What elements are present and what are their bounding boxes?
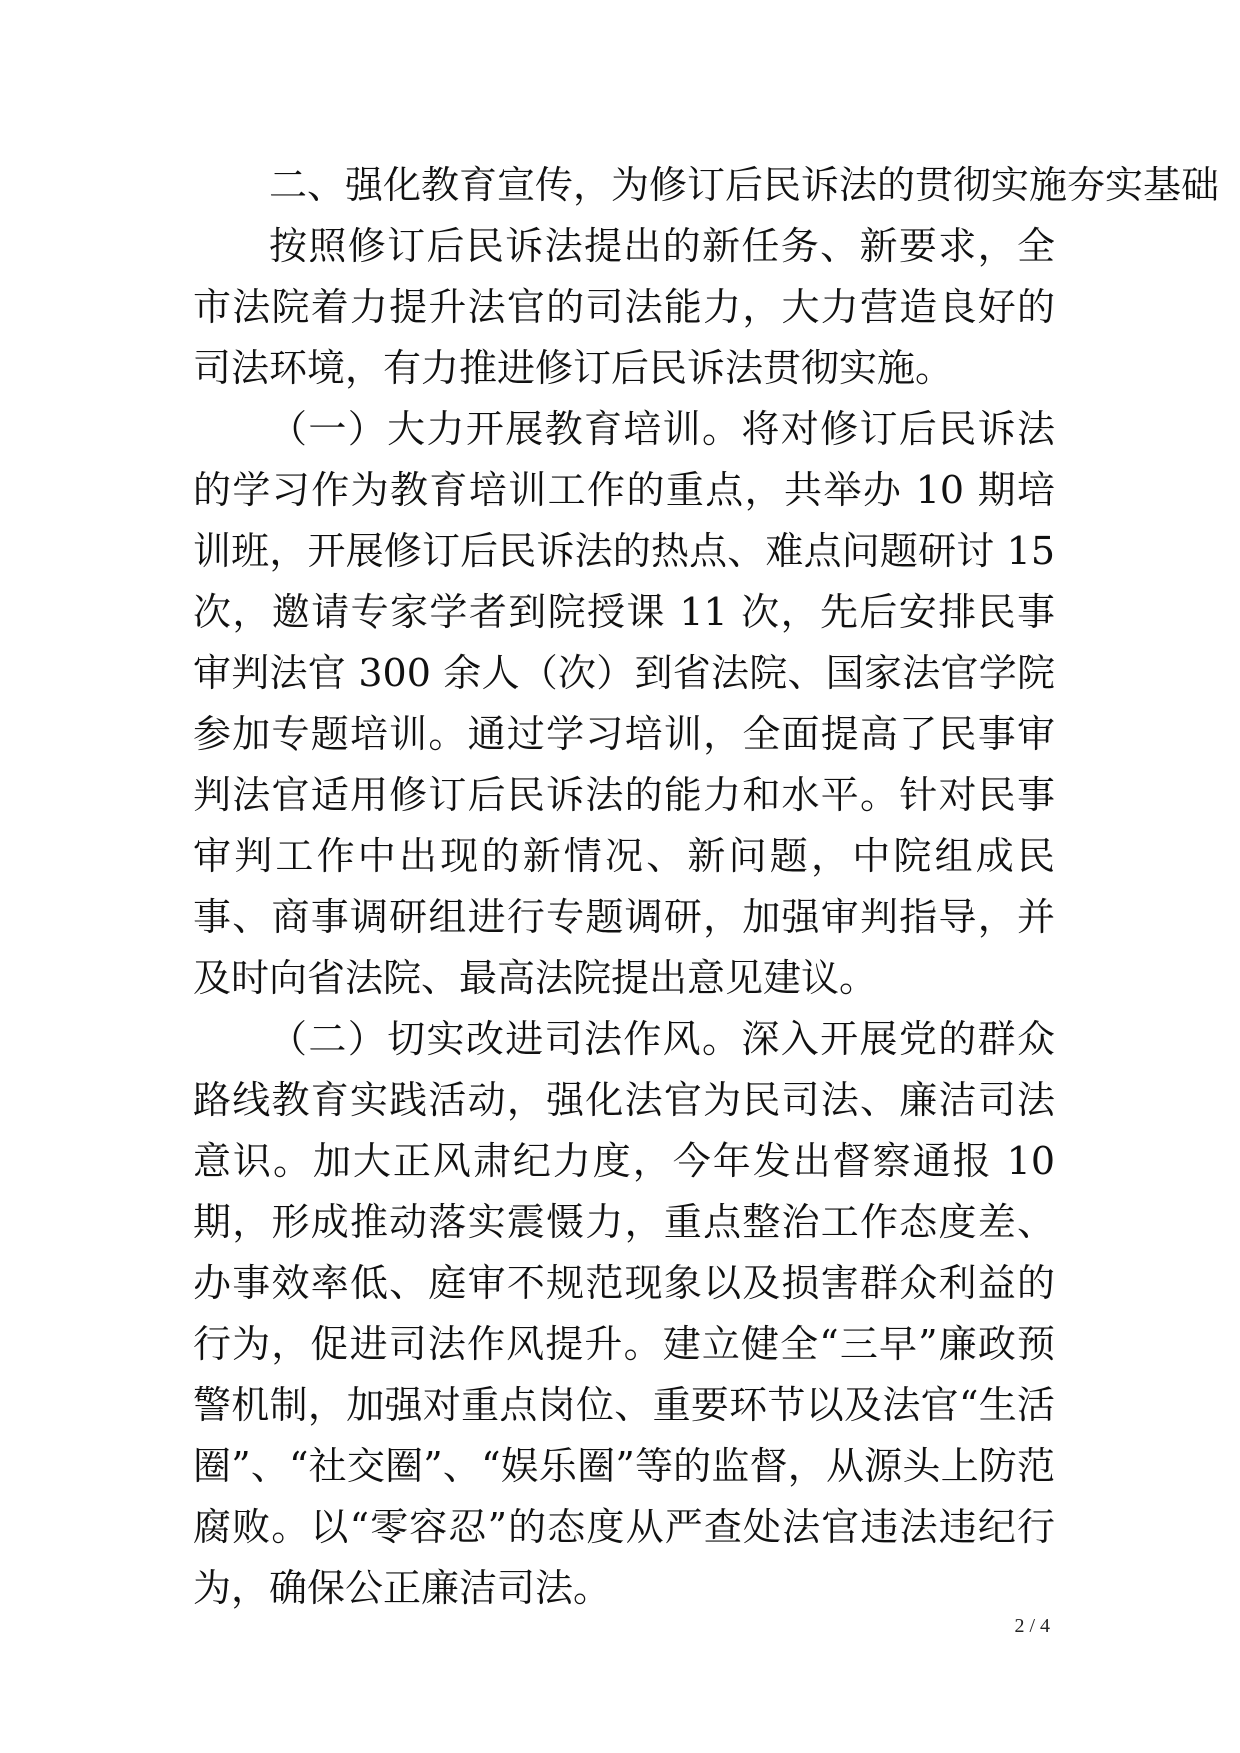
section-heading: 二、强化教育宣传，为修订后民诉法的贯彻实施夯实基础	[269, 163, 1220, 207]
paragraph-judicial-style: （二）切实改进司法作风。深入开展党的群众路线教育实践活动，强化法官为民司法、廉洁司法意识。加大正风肃纪力度，今年发出督察通报 10 期，形成推动落实震慑力，重点整治工作态度差、办事效率低、庭审不规范现象以及损害群众利益的行为，促进司法作风提升。建立健全“三早”廉政预警机制，加强对重点岗位、重要环节以及法官“生活圈”、“社交圈”、“娱乐圈”等的监督，从源头上防范腐败。以“零容忍”的态度从严查处法官违法违纪行为，确保公正廉洁司法。	[193, 1017, 1055, 1610]
page-number: 2 / 4	[1014, 1615, 1050, 1637]
paragraph-intro: 按照修订后民诉法提出的新任务、新要求，全市法院着力提升法官的司法能力，大力营造良好的司法环境，有力推进修订后民诉法贯彻实施。	[193, 224, 1055, 390]
paragraph-education-training: （一）大力开展教育培训。将对修订后民诉法的学习作为教育培训工作的重点，共举办 10 期培训班，开展修订后民诉法的热点、难点问题研讨 15 次，邀请专家学者到院授课 11 次，先后安排民事审判法官 300 余人（次）到省法院、国家法官学院参加专题培训。通过学习培训，全面提高了民事审判法官适用修订后民诉法的能力和水平。针对民事审判工作中出现的新情况、新问题，中院组成民事、商事调研组进行专题调研，加强审判指导，并及时向省法院、最高法院提出意见建议。	[193, 407, 1055, 1000]
document-body	[193, 155, 1220, 1619]
